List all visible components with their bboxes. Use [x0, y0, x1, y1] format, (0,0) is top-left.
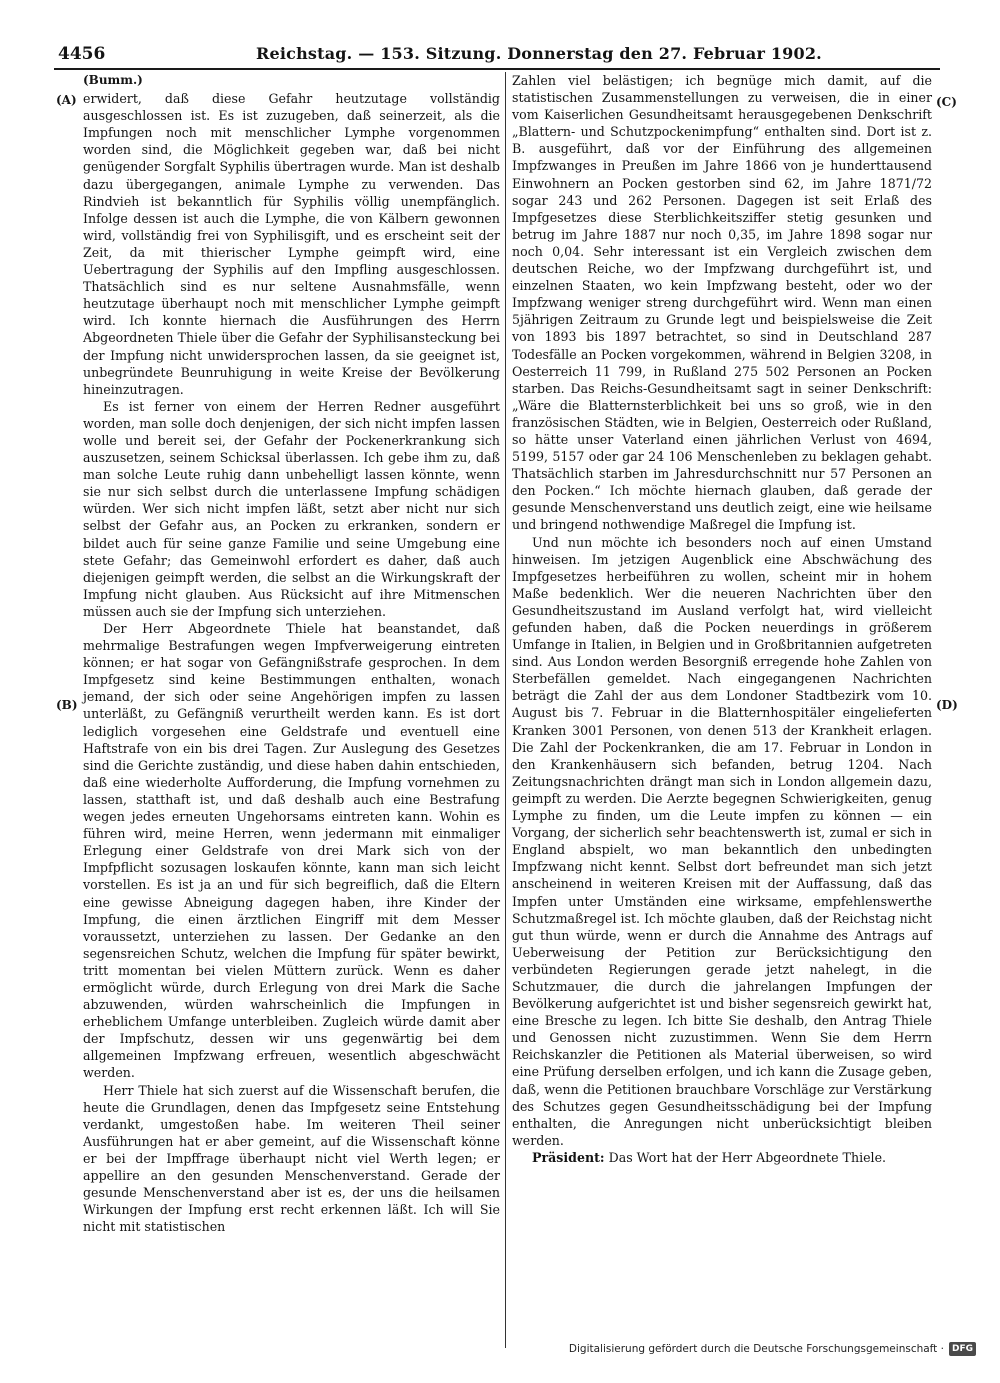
margin-mark-a: (A): [56, 93, 77, 107]
president-text: Das Wort hat der Herr Abgeordnete Thiele.: [608, 1149, 887, 1165]
paragraph: Und nun möchte ich besonders noch auf einen Umstand hinweisen. Im jetzigen Augenblick eine Abschwächung des Impfgesetzes herbeiführen zu wollen, scheint mir in hohem Maße bedenklich. Wer die neueren Nachrichten über den Gesundheitszustand im Ausland verfolgt hat, wird vielleicht gefunden haben, daß die Pocken neuerdings in größerem Umfange in Italien, in Belgien und in Großbritannien aufgetreten sind. Aus London werden Besorgniß erregende hohe Zahlen von Sterbefällen gemeldet. Nach eingegangenen Nachrichten beträgt die Zahl der aus dem Londoner Stadtbezirk vom 10. August bis 7. Februar in die Blatternhospitäler eingelieferten Kranken 3001 Personen, von denen 513 der Krankheit erlagen. Die Zahl der Pockenkranken, die am 17. Februar in London in den Krankenhäusern sich befanden, betrug 1204. Nach Zeitungsnachrichten drängt man sich in London allgemein dazu, geimpft zu werden. Die Aerzte begegnen Schwierigkeiten, genug Lymphe zu finden, um die Leute impfen zu können — ein Vorgang, der sicherlich sehr beachtenswerth ist, zumal er sich in England abspielt, wo man bekanntlich den unbedingten Impfzwang nicht kennt. Selbst dort befreundet man sich jetzt anscheinend in weiteren Kreisen mit der Auffassung, daß das Impfen unter Umständen eine wirksame, empfehlenswerthe Schutzmaßregel ist. Ich möchte glauben, daß der Reichstag nicht gut thun würde, wenn er durch die Annahme des Antrags auf Ueberweisung der Petition zur Berücksichtigung den verbündeten Regierungen gerade jetzt nahelegt, in die Schutzmauer, die durch die jahrelangen Impfungen der Bevölkerung aufgerichtet ist und bisher segensreich gewirkt hat, eine Bresche zu legen. Ich bitte Sie deshalb, den Antrag Thiele und Genossen nicht zuzustimmen. Wenn Sie dem Herrn Reichskanzler die Petitionen als Material überweisen, so wird eine Prüfung derselben erfolgen, und ich kann die Zusage geben, daß, wenn die Petitionen brauchbare Vorschläge zur Verstärkung des Schutzes gegen Gesundheitsschädigung bei der Impfung enthalten, die Anregungen nicht unberücksichtigt bleiben werden.: [512, 534, 932, 1148]
paragraph: Es ist ferner von einem der Herren Redner ausgeführt worden, man solle doch denjenigen, der sich nicht impfen lassen wolle und bereit sei, der Gefahr der Pockenerkrankung sich auszusetzen, seinem Schicksal überlassen. Ich gebe ihm zu, daß man solche Leute ruhig dann unbehelligt lassen könnte, wenn sie nur sich selbst durch die unterlassene Impfung schädigen würden. Wer sich nicht impfen läßt, setzt aber nicht nur sich selbst der Gefahr aus, an Pocken zu erkranken, sondern er bildet auch für seine ganze Familie und seine Umgebung eine stete Gefahr; das Gemeinwohl erfordert es daher, daß auch diejenigen geimpft werden, die selbst an die Wirkungskraft der Impfung nicht glauben. Aus Rücksicht auf ihre Mitmenschen müssen auch sie der Impfung sich unterziehen.: [83, 398, 500, 619]
speaker-tag: (Bumm.): [83, 73, 143, 87]
margin-mark-d: (D): [936, 698, 958, 712]
margin-mark-c: (C): [936, 95, 957, 109]
paragraph: Der Herr Abgeordnete Thiele hat beanstandet, daß mehrmalige Bestrafungen wegen Impfverweigerung eintreten können; er hat sogar von Gefängnißstrafe gesprochen. In dem Impfgesetz sind keine Bestimmungen enthalten, wonach jemand, der sich oder seine Angehörigen impfen zu lassen unterläßt, zu Gefängniß verurtheilt werden kann. Es ist dort lediglich vorgesehen eine Geldstrafe und eventuell eine Haftstrafe von ein bis drei Tagen. Zur Auslegung des Gesetzes sind die Gerichte zuständig, und diese haben dahin entschieden, daß eine wiederholte Aufforderung, die Impfung vornehmen zu lassen, statthaft ist, und daß deshalb auch eine Bestrafung wegen jedes erneuten Ungehorsams eintreten kann. Wohin es führen wird, meine Herren, wenn jedermann mit einmaliger Erlegung einer Geldstrafe von drei Mark sich von der Impfpflicht sozusagen loskaufen könnte, kann man sich leicht vorstellen. Es ist ja an und für sich begreiflich, daß die Eltern eine gewisse Abneigung dagegen haben, ihre Kinder der Impfung, die einen ärztlichen Eingriff mit dem Messer voraussetzt, unterziehen zu lassen. Der Gedanke an den segensreichen Schutz, welchen die Impfung für später bewirkt, tritt momentan bei vielen Müttern zurück. Wenn es daher ermöglicht würde, durch Erlegung von drei Mark die Sache abzuwenden, würden wahrscheinlich die Impfungen in erheblichem Umfange unterbleiben. Zugleich würde damit aber der Impfschutz, dessen wir uns gegenwärtig bei dem allgemeinen Impfzwang erfreuen, wesentlich abgeschwächt werden.: [83, 621, 500, 1081]
column-divider: [505, 72, 506, 1348]
margin-mark-b: (B): [56, 698, 78, 712]
page-number: 4456: [58, 44, 106, 64]
left-column: [83, 72, 500, 1235]
footer: [569, 1342, 976, 1356]
paragraph: Herr Thiele hat sich zuerst auf die Wissenschaft berufen, die heute die Grundlagen, denen das Impfgesetz seine Entstehung verdankt, umgestoßen habe. Im weiteren Theil seiner Ausführungen hat er aber gemeint, auf die Wissenschaft könne er bei der Impffrage überhaupt nicht viel Werth legen; er appellire an den gesunden Menschenverstand. Gerade der gesunde Menschenverstand aber ist es, der uns die heilsamen Wirkungen der Impfung erst recht erkennen läßt. Ich will Sie nicht mit statistischen: [83, 1082, 500, 1235]
president-label: Präsident:: [532, 1149, 605, 1165]
paragraph: Zahlen viel belästigen; ich begnüge mich damit, auf die statistischen Zusammenstellungen zu verweisen, die in einer vom Kaiserlichen Gesundheitsamt herausgegebenen Denkschrift „Blattern- und Schutzpockenimpfung“ enthalten sind. Dort ist z. B. ausgeführt, daß vor der Einführung des allgemeinen Impfzwanges in Preußen im Jahre 1866 von je hunderttausend Einwohnern an Pocken gestorben sind 62, im Jahre 1871/72 sogar 243 und 262 Personen. Dagegen ist seit Erlaß des Impfgesetzes diese Sterblichkeitsziffer stetig gesunken und betrug im Jahre 1887 nur noch 0,35, im Jahre 1898 sogar nur noch 0,04. Sehr interessant ist ein Vergleich zwischen dem deutschen Reiche, wo der Impfzwang durchgeführt ist, und einzelnen Staaten, wo kein Impfzwang besteht, oder wo der Impfzwang weniger streng durchgeführt wird. Wenn man einen 5jährigen Zeitraum zu Grunde legt und beispielsweise die Zeit von 1893 bis 1897 betrachtet, so sind in Deutschland 287 Todesfälle an Pocken vorgekommen, während in Belgien 3208, in Oesterreich 11 799, in Rußland 275 502 Personen an Pocken starben. Das Reichs-Gesundheitsamt sagt in seiner Denkschrift: „Wäre die Blatternsterblichkeit bei uns so groß, wie in den französischen Städten, wie in Belgien, Oesterreich oder Rußland, so hätte unser Vaterland einen jährlichen Verlust von 4694, 5199, 5157 oder gar 24 106 Menschenleben zu beklagen gehabt. Thatsächlich starben im Jahresdurchschnitt nur 57 Personen an den Pocken.“ Ich möchte hiernach glauben, daß gerade der gesunde Menschenverstand uns deutlich zeigt, eine wie heilsame und bringend nothwendige Maßregel die Impfung ist.: [512, 73, 932, 533]
president-statement: [512, 1149, 932, 1166]
right-column: [512, 72, 932, 1166]
paragraph: erwidert, daß diese Gefahr heutzutage vollständig ausgeschlossen ist. Es ist zuzugeben, daß seinerzeit, als die Impfungen noch mit menschlicher Lymphe vorgenommen worden sind, die Möglichkeit gegeben war, daß bei nicht genügender Sorgfalt Syphilis übertragen wurde. Man ist deshalb dazu übergegangen, animale Lymphe zu verwenden. Das Rindvieh ist bekanntlich für Syphilis völlig unempfänglich. Infolge dessen ist auch die Lymphe, die von Kälbern gewonnen wird, vollständig frei von Syphilisgift, und es erscheint seit der Zeit, da mit thierischer Lymphe geimpft wird, eine Uebertragung der Syphilis auf den Impfling ausgeschlossen. Thatsächlich sind es nur seltene Ausnahmsfälle, wenn heutzutage überhaupt noch mit menschlicher Lymphe geimpft wird. Ich konnte hiernach die Ausführungen des Herrn Abgeordneten Thiele über die Gefahr der Syphilisansteckung bei der Impfung nicht unwidersprochen lassen, da sie geeignet ist, unbegründete Beunruhigung in weite Kreise der Bevölkerung hineinzutragen.: [83, 91, 500, 397]
running-head: Reichstag. — 153. Sitzung. Donnerstag den 27. Februar 1902.: [256, 44, 822, 63]
page-header: [54, 38, 940, 70]
dfg-logo: DFG: [949, 1342, 976, 1356]
digitization-note: Digitalisierung gefördert durch die Deutsche Forschungsgemeinschaft ·: [568, 1343, 944, 1355]
